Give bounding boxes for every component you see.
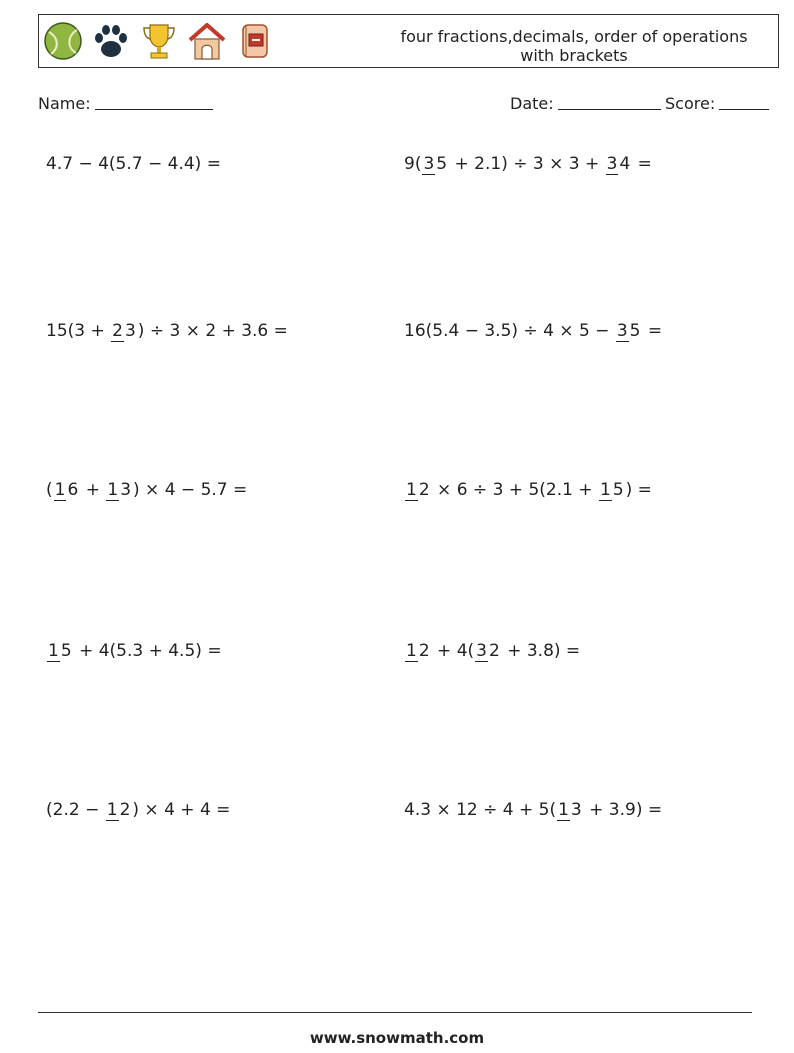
expression-text: + xyxy=(80,480,106,500)
worksheet-title: four fractions,decimals, order of operations with brackets xyxy=(400,27,748,65)
footer-url: www.snowmath.com xyxy=(309,1029,485,1047)
score-blank[interactable] xyxy=(719,96,769,110)
expression-text: + 3.8) = xyxy=(501,641,581,661)
date-blank[interactable] xyxy=(558,96,661,110)
score-label: Score: xyxy=(665,94,716,113)
expression-text: (2.2 − xyxy=(46,800,105,820)
problem-9 xyxy=(46,782,230,838)
name-label: Name: xyxy=(38,94,91,113)
fraction-denominator: 5 xyxy=(612,479,624,500)
fraction-numerator: 1 xyxy=(406,479,417,500)
fraction-numerator: 1 xyxy=(558,799,569,820)
problem-7 xyxy=(46,623,222,679)
worksheet-header xyxy=(38,14,779,68)
fraction-numerator: 3 xyxy=(423,153,435,174)
problem-8 xyxy=(404,623,580,679)
expression-text: × 6 ÷ 3 + 5(2.1 + xyxy=(431,480,598,500)
paw-print-icon xyxy=(91,20,131,62)
tennis-ball-icon xyxy=(43,20,83,62)
fraction-denominator: 4 xyxy=(619,153,631,174)
problem-1 xyxy=(46,136,221,192)
expression-text: 16(5.4 − 3.5) ÷ 4 × 5 − xyxy=(404,321,615,341)
problem-4 xyxy=(404,303,662,359)
expression-text: ) × 4 + 4 = xyxy=(132,800,231,820)
name-blank[interactable] xyxy=(95,96,213,110)
expression-text: ) ÷ 3 × 2 + 3.6 = xyxy=(137,321,288,341)
expression-text: = xyxy=(642,321,663,341)
fraction-numerator: 1 xyxy=(106,799,118,820)
fraction-denominator: 3 xyxy=(570,799,582,820)
fraction-denominator: 5 xyxy=(60,640,72,661)
fraction xyxy=(606,154,632,175)
fraction xyxy=(106,800,132,821)
fraction-denominator: 2 xyxy=(488,640,500,661)
fraction xyxy=(54,480,80,501)
date-field xyxy=(510,94,661,113)
fraction xyxy=(47,641,73,662)
fraction-numerator: 1 xyxy=(599,479,611,500)
fraction xyxy=(475,641,501,662)
fraction-numerator: 2 xyxy=(112,320,123,341)
dog-house-icon xyxy=(187,20,227,62)
fraction-denominator: 3 xyxy=(120,479,132,500)
expression-text: ) × 4 − 5.7 = xyxy=(133,480,248,500)
fraction xyxy=(106,480,132,501)
fraction xyxy=(111,321,137,342)
fraction-denominator: 5 xyxy=(436,153,448,174)
dog-collar-icon xyxy=(235,20,275,62)
expression-text: + 4(5.3 + 4.5) = xyxy=(73,641,222,661)
problem-5 xyxy=(46,462,247,518)
fraction-numerator: 3 xyxy=(606,153,618,174)
problem-3 xyxy=(46,303,288,359)
expression-text: ( xyxy=(46,480,53,500)
name-field xyxy=(38,94,213,113)
fraction-numerator: 3 xyxy=(616,320,628,341)
expression-text: 15(3 + xyxy=(46,321,111,341)
fraction-denominator: 5 xyxy=(629,320,641,341)
expression-text: = xyxy=(632,154,652,174)
fraction-numerator: 1 xyxy=(54,479,66,500)
score-field xyxy=(665,94,769,113)
fraction xyxy=(557,800,583,821)
problem-2 xyxy=(404,136,652,192)
footer-divider xyxy=(38,1012,752,1013)
expression-text: 9( xyxy=(404,154,422,174)
fraction-numerator: 1 xyxy=(406,640,417,661)
header-icons xyxy=(43,20,275,62)
fraction-numerator: 1 xyxy=(107,479,119,500)
expression-text: + 3.9) = xyxy=(583,800,663,820)
problem-10 xyxy=(404,782,662,838)
fraction-denominator: 6 xyxy=(67,479,79,500)
fraction-denominator: 2 xyxy=(418,479,430,500)
fraction-denominator: 2 xyxy=(119,799,131,820)
expression-text: + 2.1) ÷ 3 × 3 + xyxy=(449,154,605,174)
fraction xyxy=(599,480,625,501)
fraction-denominator: 3 xyxy=(124,320,136,341)
date-label: Date: xyxy=(510,94,554,113)
fraction-numerator: 1 xyxy=(48,640,59,661)
problem-6 xyxy=(404,462,652,518)
expression-text: 4.3 × 12 ÷ 4 + 5( xyxy=(404,800,557,820)
fraction xyxy=(616,321,642,342)
fraction xyxy=(405,480,431,501)
trophy-icon xyxy=(139,20,179,62)
fraction-denominator: 2 xyxy=(418,640,430,661)
fraction xyxy=(422,154,448,175)
expression-text: + 4( xyxy=(431,641,475,661)
expression-text: 4.7 − 4(5.7 − 4.4) = xyxy=(46,154,221,174)
fraction xyxy=(405,641,431,662)
fraction-numerator: 3 xyxy=(476,640,487,661)
expression-text: ) = xyxy=(625,480,652,500)
